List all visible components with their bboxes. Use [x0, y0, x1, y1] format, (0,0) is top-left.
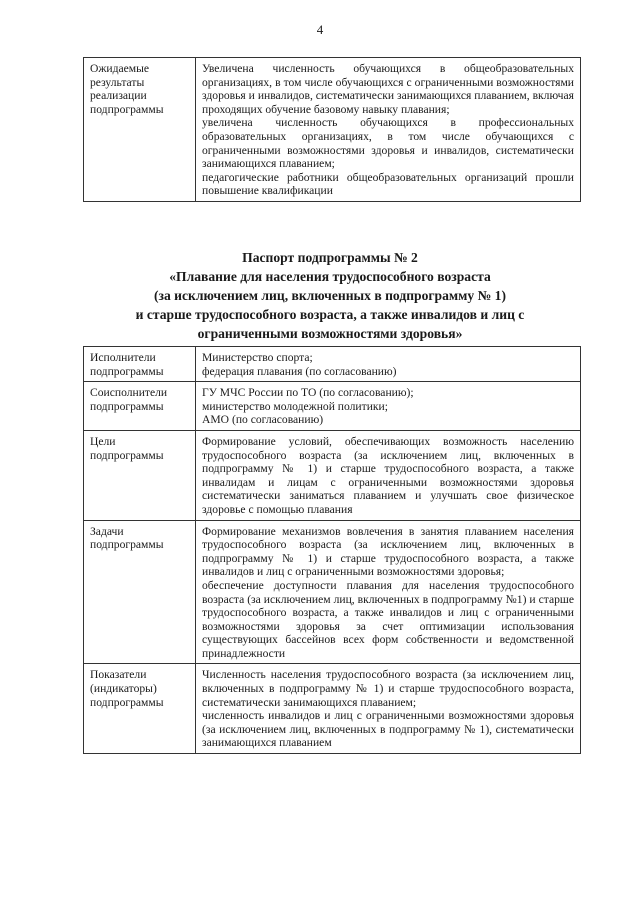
paragraph: увеличена численность обучающихся в профессиональных образовательных организациях, в том числе обучающихся с ограниченными возможностями здоровья и инвалидов, систематически занимающихся плаванием;	[202, 116, 574, 171]
paragraph: Формирование условий, обеспечивающих возможность населению трудоспособного возраста (за исключением лиц, включенных в подпрограмму № 1) и старше трудоспособного возраста, а также инвалидам и лицам с ограниченными возможностями здоровья систематически заниматься плаванием и улучшать свое физическое здоровье с помощью плавания	[202, 434, 574, 516]
row-label: Соисполнители подпрограммы	[84, 382, 196, 431]
row-value	[196, 664, 581, 754]
paragraph: обеспечение доступности плавания для населения трудоспособного возраста (за исключением лиц, включенных в подпрограмму №1) и старше трудоспособного возраста, а также инвалидов и лиц с ограниченными возможностями здоровья за счет оптимизации использования существующих бассейнов всех форм собственности и ведомственной принадлежности	[202, 578, 574, 660]
row-label: Ожидаемые результаты реализации подпрограммы	[84, 58, 196, 202]
table-row	[84, 58, 581, 202]
paragraph: Формирование механизмов вовлечения в занятия плаванием населения трудоспособного возраста (за исключением лиц, включенных в подпрограмму № 1) и старше трудоспособного возраста, а также инвалидов и лиц с ограниченными возможностями здоровья;	[202, 524, 574, 579]
subprogram-passport-heading	[80, 248, 580, 343]
heading-line: ограниченными возможностями здоровья»	[197, 326, 463, 341]
row-value	[196, 430, 581, 520]
paragraph: Министерство спорта;	[202, 351, 313, 364]
table-row	[84, 520, 581, 664]
table-row	[84, 430, 581, 520]
heading-line: «Плавание для населения трудоспособного возраста	[169, 269, 491, 284]
row-value	[196, 58, 581, 202]
heading-line: Паспорт подпрограммы № 2	[242, 250, 418, 265]
heading-line: (за исключением лиц, включенных в подпрограмму № 1)	[153, 288, 507, 303]
row-label: Цели подпрограммы	[84, 430, 196, 520]
row-value	[196, 520, 581, 664]
paragraph: численность инвалидов и лиц с ограниченными возможностями здоровья (за исключением лиц, включенных в подпрограмму № 1), систематически занимающихся плаванием	[202, 709, 574, 750]
row-value	[196, 382, 581, 431]
heading-line: и старше трудоспособного возраста, а также инвалидов и лиц с	[135, 307, 525, 322]
expected-results-table	[83, 57, 581, 202]
paragraph: педагогические работники общеобразовательных организаций прошли повышение квалификации	[202, 170, 574, 198]
subprogram-passport-table	[83, 346, 581, 754]
paragraph: федерация плавания (по согласованию)	[202, 364, 397, 378]
row-label: Задачи подпрограммы	[84, 520, 196, 664]
table-row	[84, 382, 581, 431]
paragraph: АМО (по согласованию)	[202, 413, 324, 427]
paragraph: Численность населения трудоспособного возраста (за исключением лиц, включенных в подпрограмму № 1) и старше трудоспособного возраста, систематически занимающихся плаванием;	[202, 668, 574, 709]
row-label: Показатели (индикаторы) подпрограммы	[84, 664, 196, 754]
paragraph: ГУ МЧС России по ТО (по согласованию);	[202, 386, 414, 400]
row-value	[196, 347, 581, 382]
table-row	[84, 664, 581, 754]
table-row	[84, 347, 581, 382]
paragraph: Увеличена численность обучающихся в общеобразовательных организациях, в том числе обучающихся с ограниченными возможностями здоровья и инвалидов, систематически занимающихся плаванием, включая проходящих обучение базовому навыку плавания;	[202, 62, 574, 116]
row-label: Исполнители подпрограммы	[84, 347, 196, 382]
paragraph: министерство молодежной политики;	[202, 399, 388, 413]
page-number: 4	[316, 22, 324, 37]
